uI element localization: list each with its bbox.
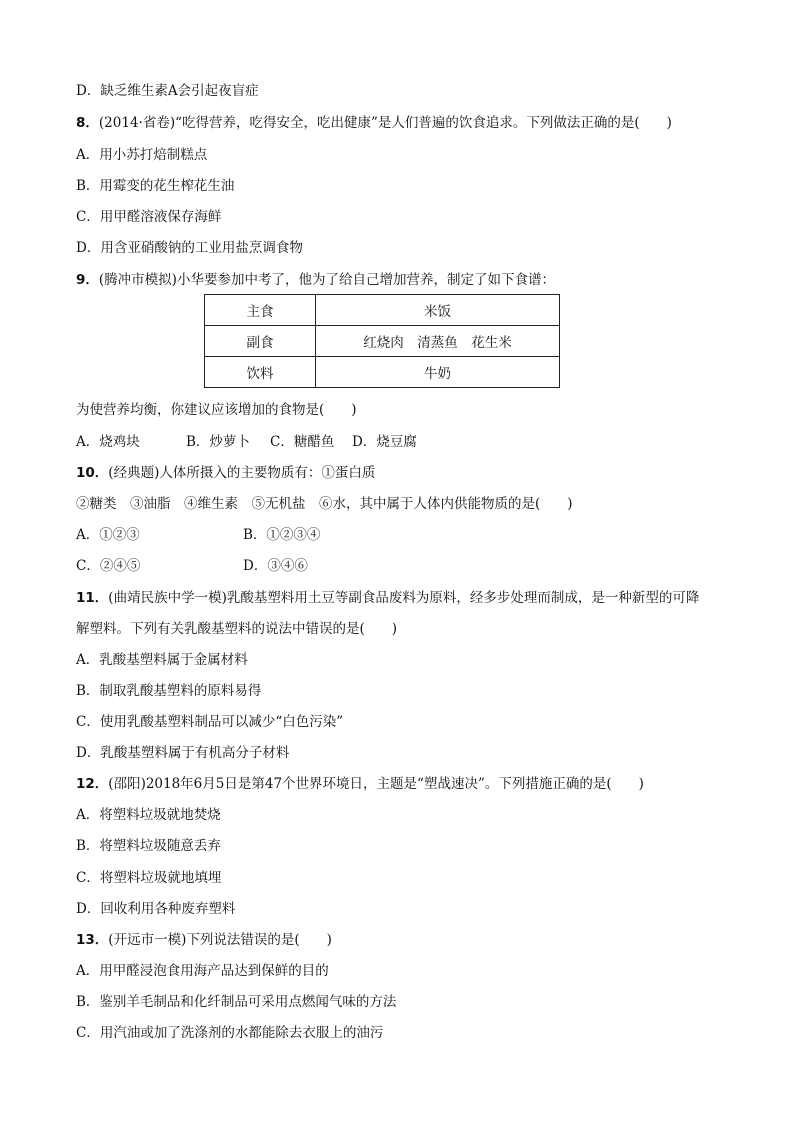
question-number: 8． — [76, 115, 99, 131]
option-c: C．糖醋鱼 — [270, 434, 335, 450]
option-b: B．炒萝卜 — [186, 434, 250, 450]
option-a: A．烧鸡块 — [76, 434, 140, 450]
option-b: B．制取乳酸基塑料的原料易得 — [76, 683, 262, 699]
question-text: (开远市一模)下列说法错误的是( ) — [108, 932, 332, 948]
question-text: (经典题)人体所摄入的主要物质有：①蛋白质 — [108, 465, 376, 481]
question-12 — [76, 774, 644, 794]
option-b: B．用霉变的花生榨花生油 — [76, 178, 235, 194]
question-8 — [76, 113, 672, 133]
table-cell-key: 副食 — [205, 326, 316, 357]
question-10-options-row2 — [76, 556, 308, 576]
option-d-q7: D．缺乏维生素A会引起夜盲症 — [76, 83, 259, 99]
option-b: B．鉴别羊毛制品和化纤制品可采用点燃闻气味的方法 — [76, 994, 397, 1010]
option-d: D．用含亚硝酸钠的工业用盐烹调食物 — [76, 240, 303, 256]
option-a: A．乳酸基塑料属于金属材料 — [76, 652, 248, 668]
question-9 — [76, 270, 555, 290]
table-row — [205, 357, 560, 388]
option-b: B．将塑料垃圾随意丢弃 — [76, 838, 221, 854]
option-c: C．用甲醛溶液保存海鲜 — [76, 209, 222, 225]
question-10 — [76, 463, 375, 483]
option-d: D．③④⑥ — [243, 558, 308, 574]
option-c: C．使用乳酸基塑料制品可以减少“白色污染” — [76, 714, 344, 730]
option-c: C．将塑料垃圾就地填埋 — [76, 870, 222, 886]
option-a: A．①②③ — [76, 527, 140, 543]
table-row — [205, 326, 560, 357]
question-number: 11． — [76, 590, 109, 606]
question-9-options — [76, 432, 417, 452]
option-d: D．烧豆腐 — [352, 434, 417, 450]
table-cell-value: 牛奶 — [316, 357, 560, 388]
question-11 — [76, 588, 699, 608]
table-row — [205, 295, 560, 326]
question-number: 9． — [76, 272, 99, 288]
option-a: A．用甲醛浸泡食用海产品达到保鲜的目的 — [76, 963, 329, 979]
question-10-options-row1 — [76, 525, 320, 545]
menu-table — [204, 294, 560, 388]
question-9-prompt: 为使营养均衡，你建议应该增加的食物是( ) — [76, 402, 357, 418]
question-text: (曲靖民族中学一模)乳酸基塑料用土豆等副食品废料为原料，经多步处理而制成，是一种新型的可降 — [108, 590, 700, 606]
question-10-text-cont: ②糖类 ③油脂 ④维生素 ⑤无机盐 ⑥水，其中属于人体内供能物质的是( ) — [76, 496, 573, 512]
question-text: (邵阳)2018年6月5日是第47个世界环境日，主题是“塑战速决”。下列措施正确的是( ) — [108, 776, 644, 792]
question-text: (腾冲市模拟)小华要参加中考了，他为了给自己增加营养，制定了如下食谱： — [98, 272, 555, 288]
option-b: B．①②③④ — [243, 527, 321, 543]
option-d: D．乳酸基塑料属于有机高分子材料 — [76, 745, 290, 761]
option-c: C．用汽油或加了洗涤剂的水都能除去衣服上的油污 — [76, 1025, 384, 1041]
option-d: D．回收利用各种废弃塑料 — [76, 901, 236, 917]
table-cell-key: 主食 — [205, 295, 316, 326]
question-number: 13． — [76, 932, 109, 948]
option-c: C．②④⑤ — [76, 558, 141, 574]
question-text: (2014·省卷)“吃得营养，吃得安全，吃出健康”是人们普遍的饮食追求。下列做法正确的是( ) — [98, 115, 672, 131]
question-number: 10． — [76, 465, 109, 481]
table-cell-value: 红烧肉 清蒸鱼 花生米 — [316, 326, 560, 357]
table-cell-key: 饮料 — [205, 357, 316, 388]
option-a: A．将塑料垃圾就地焚烧 — [76, 807, 221, 823]
question-number: 12． — [76, 776, 109, 792]
table-cell-value: 米饭 — [316, 295, 560, 326]
question-13 — [76, 930, 332, 950]
option-a: A．用小苏打焙制糕点 — [76, 147, 208, 163]
question-11-text-cont: 解塑料。下列有关乳酸基塑料的说法中错误的是( ) — [76, 621, 398, 637]
